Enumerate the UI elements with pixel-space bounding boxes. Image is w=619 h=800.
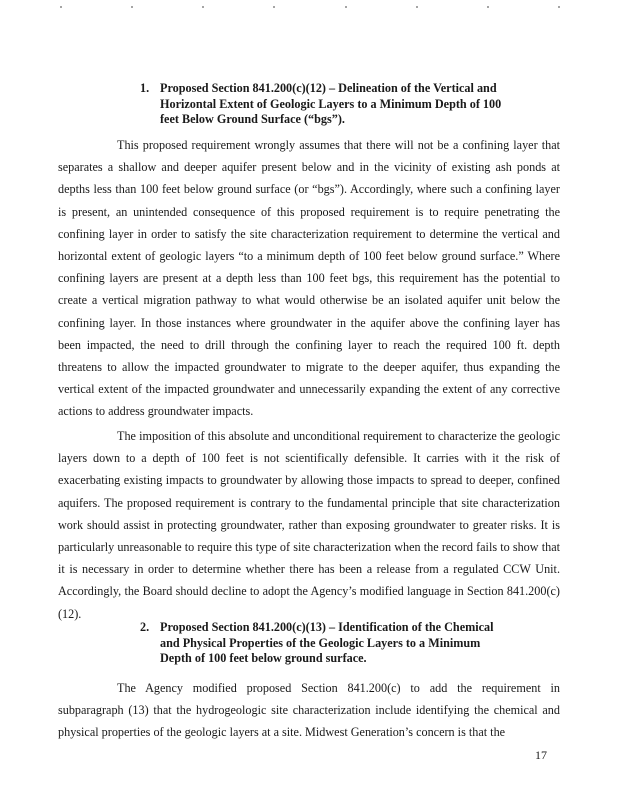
section-1-number: 1. bbox=[140, 81, 150, 95]
section-2-paragraph-1: The Agency modified proposed Section 841.200(c) to add the requirement in subparagraph (13) that the hydrogeologic site characterization include identifying the chemical and physical properties of the geologic layers at a site. Midwest Generation’s concern is that the bbox=[58, 681, 560, 740]
section-1-paragraph-1: This proposed requirement wrongly assumes that there will not be a confining layer that separates a shallow and deeper aquifer present below and in the vicinity of existing ash ponds at depths less than 100 feet below ground surface (or “bgs”). Accordingly, where such a confining layer is present, an unintended consequence of this proposed requirement is to require penetrating the confining layer in order to satisfy the site characterization requirement to determine the vertical and horizontal extent of geologic layers “to a minimum depth of 100 feet below ground surface.” Where confining layers are present at a depth less than 100 feet bgs, this requirement has the potential to create a vertical migration pathway to what would otherwise be an isolated aquifer unit below the confining layer. In those instances where groundwater in the aquifer above the confining layer has been impacted, the need to drill through the confining layer to reach the required 100 ft. depth threatens to allow the impacted groundwater to migrate to the deeper aquifer, thus expanding the vertical extent of the impacted groundwater and unnecessarily expanding the extent of any corrective actions to address groundwater impacts. bbox=[58, 138, 560, 419]
section-2-number: 2. bbox=[140, 620, 150, 634]
section-1-heading bbox=[140, 81, 520, 128]
section-1-title: Proposed Section 841.200(c)(12) – Delineation of the Vertical and Horizontal Extent of Geologic Layers to a Minimum Depth of 100 feet Below Ground Surface (“bgs”). bbox=[160, 81, 502, 126]
page-number: 17 bbox=[535, 748, 547, 762]
section-1-paragraph-2: The imposition of this absolute and unconditional requirement to characterize the geologic layers down to a depth of 100 feet is not scientifically defensible. It carries with it the risk of exacerbating existing impacts to groundwater by allowing those impacts to spread to deeper, confined aquifers. The proposed requirement is contrary to the fundamental principle that site characterization work should assist in protecting groundwater, rather than exposing groundwater to greater risks. It is particularly unreasonable to require this type of site characterization when the record fails to show that it is necessary in order to determine whether there has been a release from a regulated CCW Unit. Accordingly, the Board should decline to adopt the Agency’s modified language in Section 841.200(c)(12). bbox=[58, 429, 560, 621]
scan-artifacts bbox=[60, 6, 560, 10]
section-2-title: Proposed Section 841.200(c)(13) – Identification of the Chemical and Physical Properties of the Geologic Layers to a Minimum Depth of 100 feet below ground surface. bbox=[160, 620, 494, 665]
section-2-heading bbox=[140, 620, 515, 667]
